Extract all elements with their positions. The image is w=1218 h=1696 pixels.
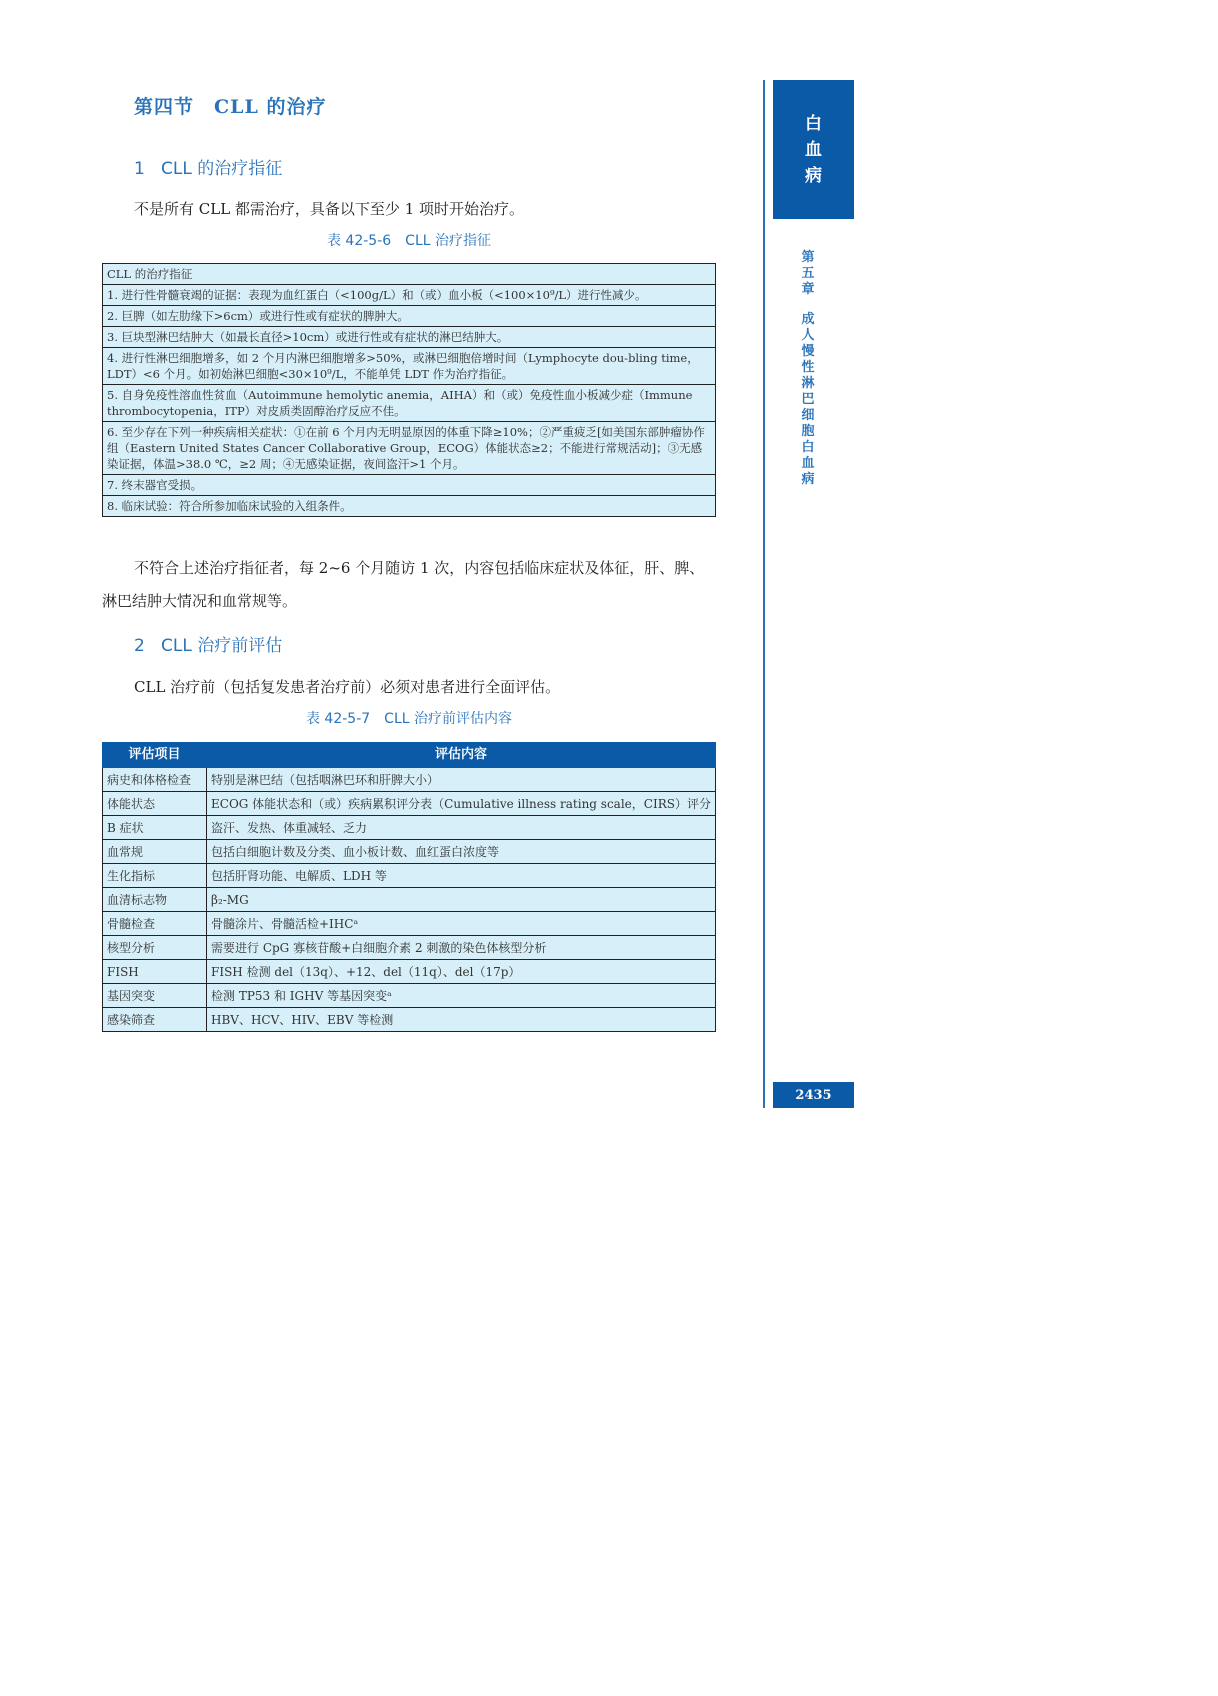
- header-cell: 评估内容: [207, 743, 716, 768]
- item-cell: 病史和体格检查: [103, 768, 207, 792]
- table-cell: 5. 自身免疫性溶血性贫血（Autoimmune hemolytic anemia，AIHA）和（或）免疫性血小板减少症（Immune thrombocytopenia，ITP）对皮质类固醇治疗反应不佳。: [103, 385, 716, 422]
- heading-number: 1: [134, 159, 145, 179]
- table-row: [103, 816, 716, 840]
- table2-caption: 表 42-5-7 CLL 治疗前评估内容: [305, 711, 512, 727]
- table-cell: CLL 的治疗指征: [103, 264, 716, 285]
- heading-number: 2: [134, 636, 145, 656]
- content-cell: 包括肝肾功能、电解质、LDH 等: [207, 864, 716, 888]
- content-cell: 包括白细胞计数及分类、血小板计数、血红蛋白浓度等: [207, 840, 716, 864]
- assessment-table: [102, 742, 716, 1032]
- page-number: 2435: [773, 1082, 854, 1108]
- section-tab: [773, 80, 854, 219]
- table-cell: 1. 进行性骨髓衰竭的证据：表现为血红蛋白（<100g/L）和（或）血小板（<100×10⁹/L）进行性减少。: [103, 285, 716, 306]
- tab-char: 白: [805, 113, 822, 134]
- table-row: [103, 768, 716, 792]
- content-cell: FISH 检测 del（13q）、+12、del（11q）、del（17p）: [207, 960, 716, 984]
- table-cell: 2. 巨脾（如左肋缘下>6cm）或进行性或有症状的脾肿大。: [103, 306, 716, 327]
- table-row: [103, 306, 716, 327]
- item-cell: 骨髓检查: [103, 912, 207, 936]
- heading-pretreatment-assessment: [134, 631, 282, 656]
- content-cell: 骨髓涂片、骨髓活检+IHCᵃ: [207, 912, 716, 936]
- table-row: [103, 327, 716, 348]
- table-cell: 6. 至少存在下列一种疾病相关症状：①在前 6 个月内无明显原因的体重下降≥10%；②严重疲乏[如美国东部肿瘤协作组（Eastern United States Cancer Collaborative Group，ECOG）体能状态≥2；不能进行常规活动]；③无感染证据，体温>38.0 ℃，≥2 周；④无感染证据，夜间盗汗>1 个月。: [103, 422, 716, 475]
- content-cell: 盗汗、发热、体重减轻、乏力: [207, 816, 716, 840]
- table-row: [103, 936, 716, 960]
- chapter-label: 第五章: [801, 250, 815, 297]
- follow-up-paragraph: 不符合上述治疗指征者，每 2~6 个月随访 1 次，内容包括临床症状及体征，肝、脾、淋巴结肿大情况和血常规等。: [102, 559, 705, 610]
- item-cell: 基因突变: [103, 984, 207, 1008]
- item-cell: 核型分析: [103, 936, 207, 960]
- table-row: [103, 385, 716, 422]
- table-cell: 4. 进行性淋巴细胞增多，如 2 个月内淋巴细胞增多>50%，或淋巴细胞倍增时间（Lymphocyte dou-bling time，LDT）<6 个月。如初始淋巴细胞<30×10⁹/L，不能单凭 LDT 作为治疗指征。: [103, 348, 716, 385]
- table-row: [103, 348, 716, 385]
- chapter-vertical-title: [798, 250, 818, 488]
- table-row: [103, 1008, 716, 1032]
- indications-table: [102, 263, 716, 517]
- item-cell: FISH: [103, 960, 207, 984]
- table-header-row: [103, 743, 716, 768]
- heading-text: CLL 的治疗指征: [161, 159, 283, 179]
- table-row: [103, 984, 716, 1008]
- content-cell: HBV、HCV、HIV、EBV 等检测: [207, 1008, 716, 1032]
- table-row: [103, 475, 716, 496]
- table-cell: 8. 临床试验：符合所参加临床试验的入组条件。: [103, 496, 716, 517]
- sidebar-rule: [763, 80, 765, 1108]
- table-row: [103, 285, 716, 306]
- table1-caption: 表 42-5-6 CLL 治疗指征: [326, 233, 491, 249]
- table-row: [103, 840, 716, 864]
- table-row: [103, 864, 716, 888]
- tab-char: 病: [805, 165, 822, 186]
- table-cell: 3. 巨块型淋巴结肿大（如最长直径>10cm）或进行性或有症状的淋巴结肿大。: [103, 327, 716, 348]
- item-cell: 体能状态: [103, 792, 207, 816]
- table-row: [103, 496, 716, 517]
- item-cell: 生化指标: [103, 864, 207, 888]
- content-cell: 特别是淋巴结（包括咽淋巴环和肝脾大小）: [207, 768, 716, 792]
- content-cell: β₂-MG: [207, 888, 716, 912]
- table-row: [103, 912, 716, 936]
- table-row: [103, 960, 716, 984]
- intro-paragraph: 不是所有 CLL 都需治疗，具备以下至少 1 项时开始治疗。: [134, 200, 525, 218]
- header-cell: 评估项目: [103, 743, 207, 768]
- chapter-title: 成人慢性淋巴细胞白血病: [801, 312, 815, 487]
- tab-char: 血: [805, 139, 822, 160]
- table-row: [103, 792, 716, 816]
- table-row: [103, 264, 716, 285]
- item-cell: 血常规: [103, 840, 207, 864]
- section-title: 第四节 CLL 的治疗: [134, 96, 327, 118]
- intro2-paragraph: CLL 治疗前（包括复发患者治疗前）必须对患者进行全面评估。: [134, 678, 561, 696]
- content-cell: 需要进行 CpG 寡核苷酸+白细胞介素 2 刺激的染色体核型分析: [207, 936, 716, 960]
- item-cell: 感染筛查: [103, 1008, 207, 1032]
- table-row: [103, 422, 716, 475]
- heading-treatment-indications: [134, 154, 282, 179]
- heading-text: CLL 治疗前评估: [161, 636, 283, 656]
- item-cell: 血清标志物: [103, 888, 207, 912]
- content-cell: ECOG 体能状态和（或）疾病累积评分表（Cumulative illness rating scale，CIRS）评分: [207, 792, 716, 816]
- table-row: [103, 888, 716, 912]
- content-cell: 检测 TP53 和 IGHV 等基因突变ᵃ: [207, 984, 716, 1008]
- table-cell: 7. 终末器官受损。: [103, 475, 716, 496]
- item-cell: B 症状: [103, 816, 207, 840]
